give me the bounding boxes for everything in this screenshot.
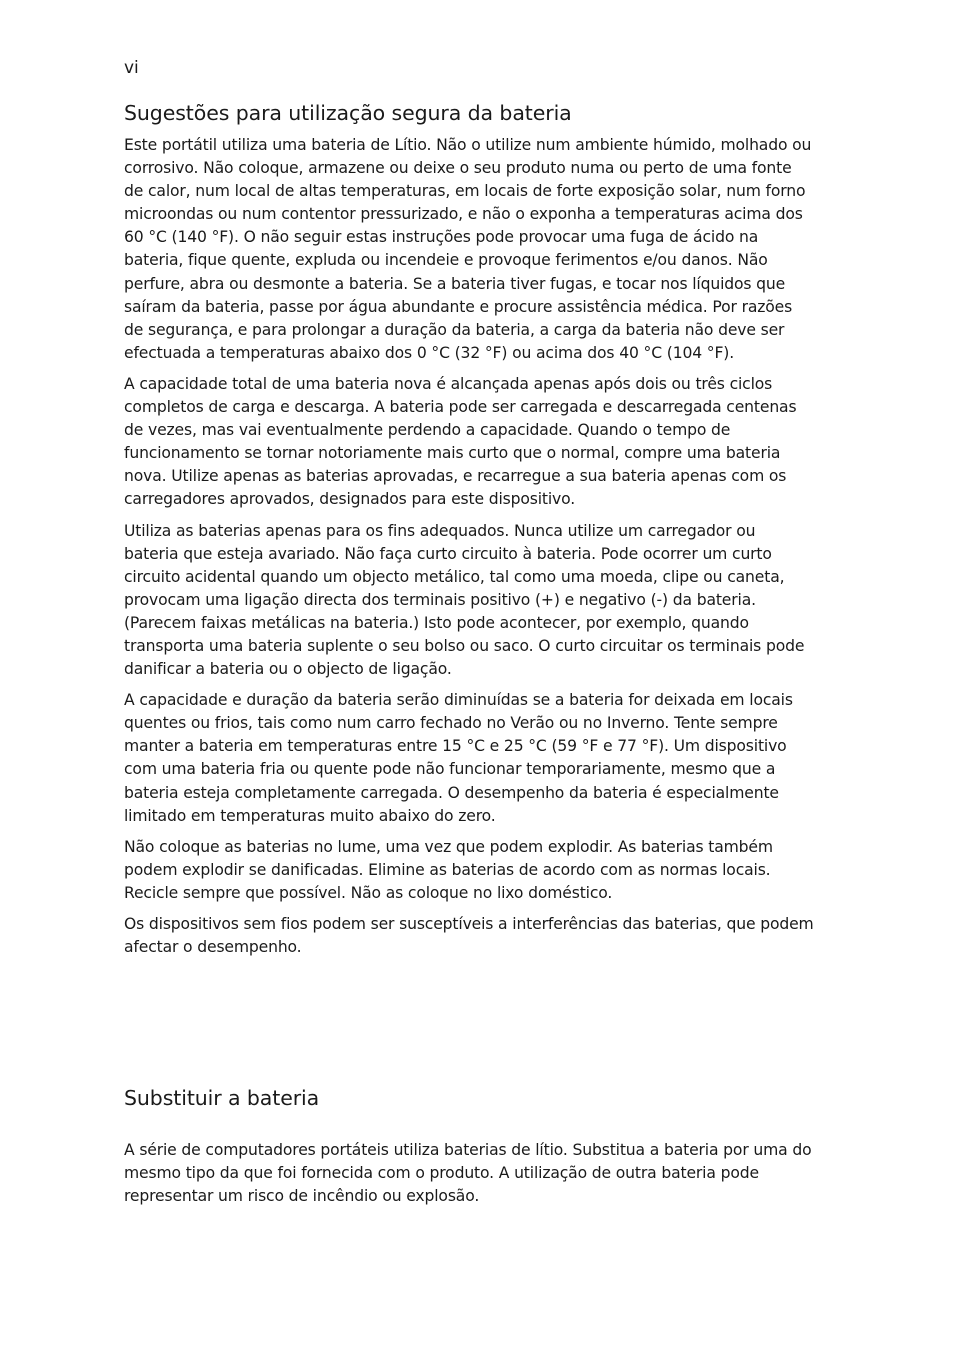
section-battery-safety [124,100,814,967]
section-replace-battery [124,1085,814,1216]
section-heading: Sugestões para utilização segura da bateria [124,101,572,125]
section-heading: Substituir a bateria [124,1086,320,1110]
paragraph: A capacidade e duração da bateria serão diminuídas se a bateria for deixada em locais quentes ou frios, tais como num carro fechado no Verão ou no Inverno. Tente sempre manter a bateria em temperaturas entre 15 °C e 25 °C (59 °F e 77 °F). Um dispositivo com uma bateria fria ou quente pode não funcionar temporariamente, mesmo que a bateria esteja completamente carregada. O desempenho da bateria é especialmente limitado em temperaturas muito abaixo do zero. [124,691,793,825]
paragraph: Utiliza as baterias apenas para os fins adequados. Nunca utilize um carregador ou bateria que esteja avariado. Não faça curto circuito à bateria. Pode ocorrer um curto circuito acidental quando um objecto metálico, tal como uma moeda, clipe ou caneta, provocam uma ligação directa dos terminais positivo (+) e negativo (-) da bateria. (Parecem faixas metálicas na bateria.) Isto pode acontecer, por exemplo, quando transporta uma bateria suplente o seu bolso ou saco. O curto circuitar os terminais pode danificar a bateria ou o objecto de ligação. [124,521,805,679]
paragraph: Este portátil utiliza uma bateria de Lítio. Não o utilize num ambiente húmido, molhado ou corrosivo. Não coloque, armazene ou deixe o seu produto numa ou perto de uma fonte de calor, num local de altas temperaturas, em locais de forte exposição solar, num forno microondas ou num contentor pressurizado, e não o exponha a temperaturas acima dos 60 °C (140 °F). O não seguir estas instruções pode provocar uma fuga de ácido na bateria, fique quente, expluda ou incendeie e provoque ferimentos e/ou danos. Não perfure, abra ou desmonte a bateria. Se a bateria tiver fugas, e tocar nos líquidos que saíram da bateria, passe por água abundante e procure assistência médica. Por razões de segurança, e para prolongar a duração da bateria, a carga da bateria não deve ser efectuada a temperaturas abaixo dos 0 °C (32 °F) ou acima dos 40 °C (104 °F). [124,136,812,362]
paragraph: Não coloque as baterias no lume, uma vez que podem explodir. As baterias também podem explodir se danificadas. Elimine as baterias de acordo com as normas locais. Recicle sempre que possível. Não as coloque no lixo doméstico. [124,837,773,902]
paragraph: A capacidade total de uma bateria nova é alcançada apenas após dois ou três ciclos completos de carga e descarga. A bateria pode ser carregada e descarregada centenas de vezes, mas vai eventualmente perdendo a capacidade. Quando o tempo de funcionamento se tornar notoriamente mais curto que o normal, compre uma bateria nova. Utilize apenas as baterias aprovadas, e recarregue a sua bateria apenas com os carregadores aprovados, designados para este dispositivo. [124,374,797,509]
page-number: vi [124,58,139,78]
paragraph: Os dispositivos sem fios podem ser susceptíveis a interferências das baterias, que podem afectar o desempenho. [124,915,814,957]
paragraph: A série de computadores portáteis utiliza baterias de lítio. Substitua a bateria por uma do mesmo tipo da que foi fornecida com o produto. A utilização de outra bateria pode representar um risco de incêndio ou explosão. [124,1141,812,1206]
